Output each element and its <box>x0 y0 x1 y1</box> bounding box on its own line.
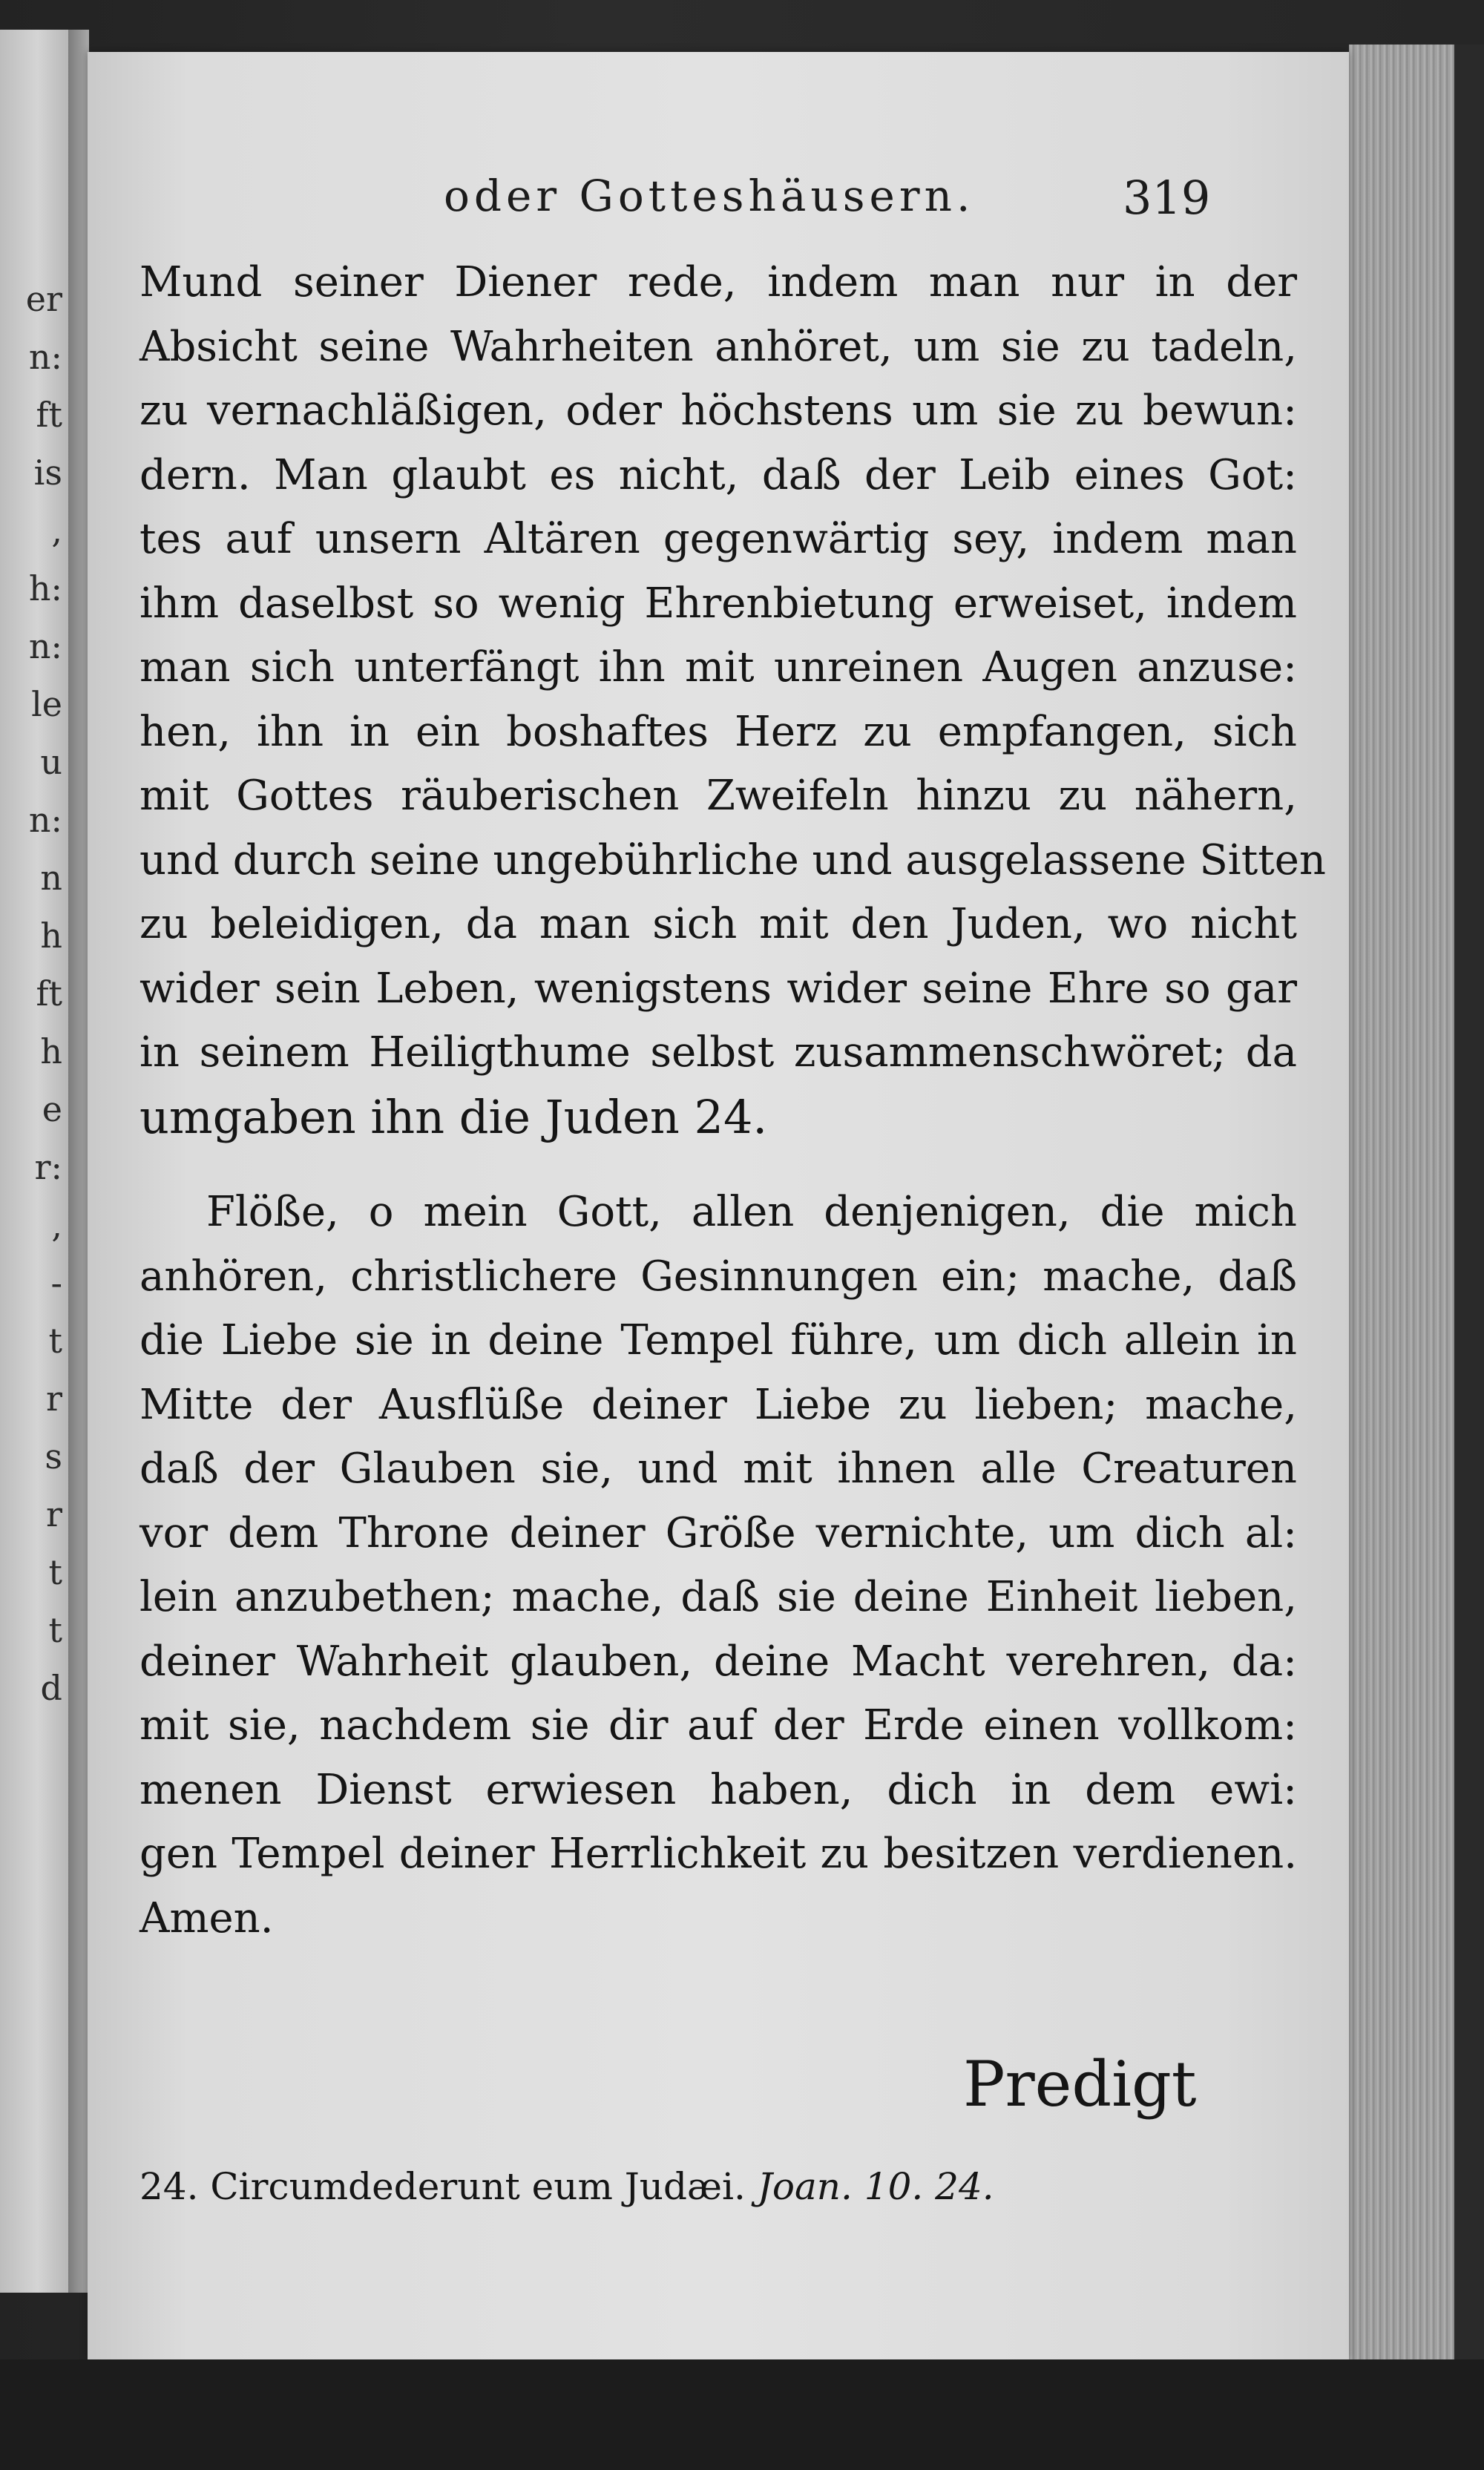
paragraph-2 <box>139 1180 1297 1951</box>
text-line: umgaben ihn die Juden 24. <box>139 1089 768 1144</box>
running-head <box>88 171 1349 230</box>
text-line: man sich unterfängt ihn mit unreinen Augen anzuse: <box>139 643 1297 692</box>
running-head-title: oder Gotteshäusern. <box>444 171 975 221</box>
text-line: die Liebe sie in deine Tempel führe, um dich allein in <box>139 1316 1297 1364</box>
text-line: in seinem Heiligthume selbst zusammenschwöret; da <box>139 1028 1297 1077</box>
facing-page-fragment: ft <box>36 395 62 435</box>
text-line: Mund seiner Diener rede, indem man nur in der <box>139 258 1297 306</box>
facing-page-fragment: t <box>48 1552 62 1592</box>
facing-page-fragment: h: <box>28 568 62 608</box>
text-line: vor dem Throne deiner Größe vernichte, um dich al: <box>139 1508 1297 1557</box>
facing-page-fragment: h <box>40 916 62 956</box>
facing-page-fragment: n: <box>28 626 62 666</box>
text-line: Mitte der Ausflüße deiner Liebe zu lieben; mache, <box>139 1380 1297 1429</box>
book-edge-shadow <box>1454 45 1484 2367</box>
facing-page-fragment: n: <box>28 800 62 840</box>
footnote-reference: Joan. 10. 24. <box>757 2165 994 2208</box>
facing-page-fragment: , <box>51 1205 62 1245</box>
facing-page-fragment: r <box>46 1494 62 1534</box>
text-line: Flöße, o mein Gott, allen denjenigen, die mich <box>206 1188 1297 1236</box>
facing-page-fragment: er <box>25 279 62 319</box>
text-line: anhören, christlichere Gesinnungen ein; mache, daß <box>139 1252 1297 1301</box>
paragraph-1 <box>139 251 1326 1149</box>
footnote-text: 24. Circumdederunt eum Judæi. <box>139 2165 746 2208</box>
gutter-shadow <box>68 30 89 2293</box>
text-line: lein anzubethen; mache, daß sie deine Einheit lieben, <box>139 1573 1297 1621</box>
facing-page-fragment: n: <box>28 337 62 377</box>
facing-page-fragment: d <box>40 1668 62 1708</box>
body-text <box>139 251 1326 1951</box>
book-page <box>88 52 1349 2359</box>
text-line: wider sein Leben, wenigstens wider seine Ehre so gar <box>139 964 1297 1013</box>
facing-page-fragment: s <box>45 1436 62 1477</box>
facing-page-fragment: e <box>42 1089 62 1129</box>
facing-page-edge <box>0 30 70 2293</box>
text-line: zu vernachläßigen, oder höchstens um sie zu bewun: <box>139 387 1297 435</box>
text-line: ihm daselbst so wenig Ehrenbietung erweiset, indem <box>139 579 1297 628</box>
facing-page-fragment: r: <box>34 1147 62 1187</box>
facing-page-fragment: t <box>48 1610 62 1650</box>
facing-page-fragment: r <box>46 1379 62 1419</box>
facing-page-fragment: t <box>48 1321 62 1361</box>
text-line: Absicht seine Wahrheiten anhöret, um sie zu tadeln, <box>139 322 1297 371</box>
bottom-shadow <box>0 2359 1484 2470</box>
text-line: menen Dienst erwiesen haben, dich in dem ewi: <box>139 1765 1297 1814</box>
text-line: und durch seine ungebührliche und ausgelassene Sitten <box>139 835 1326 884</box>
facing-page-fragment: n <box>40 858 62 898</box>
facing-page-fragment: ft <box>36 973 62 1014</box>
text-line: hen, ihn in ein boshaftes Herz zu empfangen, sich <box>139 707 1297 756</box>
facing-page-fragment: h <box>40 1031 62 1071</box>
facing-page-fragment: u <box>40 742 62 782</box>
catchword: Predigt <box>963 2048 1197 2121</box>
page-number: 319 <box>1123 171 1211 225</box>
text-line: Amen. <box>139 1893 274 1942</box>
text-line: mit Gottes räuberischen Zweifeln hinzu zu nähern, <box>139 772 1297 820</box>
facing-page-fragment: is <box>33 453 62 493</box>
facing-page-fragment: , <box>51 510 62 551</box>
text-line: mit sie, nachdem sie dir auf der Erde einen vollkom: <box>139 1701 1297 1750</box>
text-line: gen Tempel deiner Herrlichkeit zu besitzen verdienen. <box>139 1830 1297 1878</box>
text-line: deiner Wahrheit glauben, deine Macht verehren, da: <box>139 1637 1297 1686</box>
footnote <box>139 2165 994 2208</box>
text-line: tes auf unsern Altären gegenwärtig sey, indem man <box>139 515 1297 563</box>
text-line: dern. Man glaubt es nicht, daß der Leib eines Got: <box>139 450 1297 499</box>
facing-page-fragment: le <box>31 684 62 724</box>
facing-page-fragment: - <box>50 1263 62 1303</box>
text-line: zu beleidigen, da man sich mit den Juden, wo nicht <box>139 900 1297 948</box>
text-line: daß der Glauben sie, und mit ihnen alle Creaturen <box>139 1445 1297 1493</box>
